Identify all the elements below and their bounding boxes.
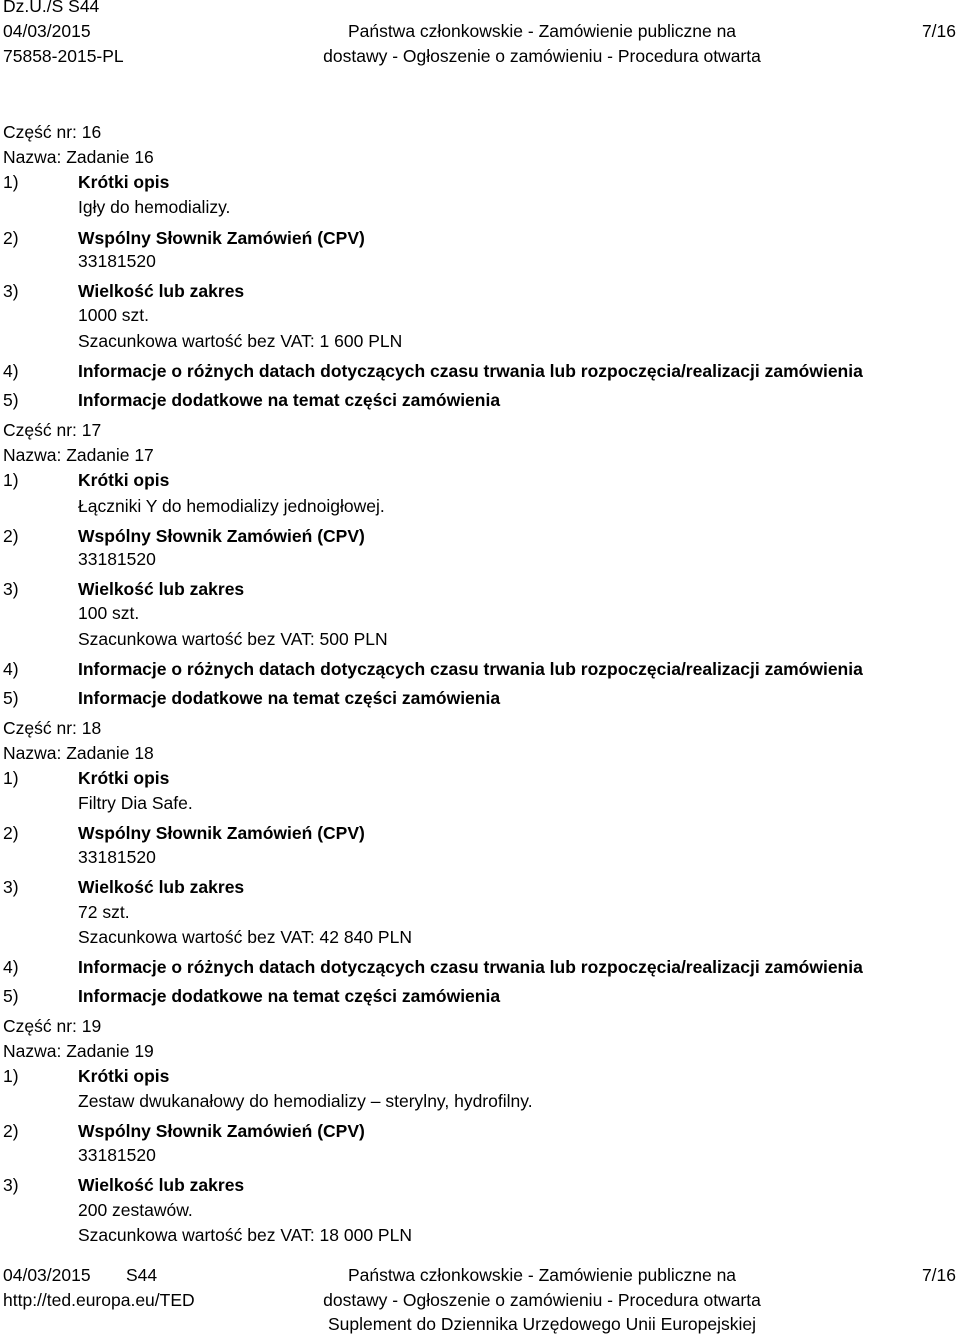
section-number: 5) [3,390,19,410]
part-name: Nazwa: Zadanie 17 [3,445,154,465]
quantity-text: 100 szt. [78,603,140,623]
short-description-text: Zestaw dwukanałowy do hemodializy – sterylny, hydrofilny. [78,1091,533,1111]
short-description-text: Igły do hemodializy. [78,197,231,217]
dates-info-heading: Informacje o różnych datach dotyczących czasu trwania lub rozpoczęcia/realizacji zamówienia [78,957,863,977]
short-description-text: Łączniki Y do hemodializy jednoigłowej. [78,496,385,516]
footer-url[interactable]: http://ted.europa.eu/TED [3,1290,195,1310]
estimated-value: Szacunkowa wartość bez VAT: 18 000 PLN [78,1225,412,1245]
section-number: 1) [3,172,19,192]
dates-info-heading: Informacje o różnych datach dotyczących czasu trwania lub rozpoczęcia/realizacji zamówienia [78,659,863,679]
footer-title-line1: Państwa członkowskie - Zamówienie publiczne na [347,1265,737,1285]
section-number: 4) [3,957,19,977]
part-number: Część nr: 16 [3,122,102,142]
cpv-code: 33181520 [78,1145,156,1165]
section-number: 5) [3,986,19,1006]
quantity-text: 1000 szt. [78,305,150,325]
section-number: 1) [3,768,19,788]
footer-date: 04/03/2015 [3,1265,91,1285]
short-description-heading: Krótki opis [78,470,170,490]
short-description-heading: Krótki opis [78,172,170,192]
quantity-heading: Wielkość lub zakres [78,281,245,301]
quantity-heading: Wielkość lub zakres [78,877,245,897]
quantity-text: 200 zestawów. [78,1200,193,1220]
section-number: 2) [3,1121,19,1141]
section-number: 4) [3,361,19,381]
section-number: 1) [3,470,19,490]
cpv-heading: Wspólny Słownik Zamówień (CPV) [78,228,365,248]
section-number: 3) [3,877,19,897]
cpv-code: 33181520 [78,549,156,569]
section-number: 3) [3,1175,19,1195]
cpv-heading: Wspólny Słownik Zamówień (CPV) [78,1121,365,1141]
footer-page-number: 7/16 [921,1265,956,1285]
header-journal: Dz.U./S S44 [3,0,100,16]
section-number: 5) [3,688,19,708]
section-number: 2) [3,228,19,248]
estimated-value: Szacunkowa wartość bez VAT: 500 PLN [78,629,388,649]
dates-info-heading: Informacje o różnych datach dotyczących czasu trwania lub rozpoczęcia/realizacji zamówienia [78,361,863,381]
part-number: Część nr: 17 [3,420,102,440]
footer-supplement: Suplement do Dziennika Urzędowego Unii Europejskiej [327,1314,756,1334]
footer-series: S44 [126,1265,158,1285]
section-number: 1) [3,1066,19,1086]
quantity-heading: Wielkość lub zakres [78,1175,245,1195]
part-name: Nazwa: Zadanie 16 [3,147,154,167]
section-number: 4) [3,659,19,679]
short-description-text: Filtry Dia Safe. [78,793,193,813]
short-description-heading: Krótki opis [78,768,170,788]
cpv-heading: Wspólny Słownik Zamówień (CPV) [78,823,365,843]
part-number: Część nr: 19 [3,1016,102,1036]
cpv-code: 33181520 [78,251,156,271]
header-doc-id: 75858-2015-PL [3,46,124,66]
part-name: Nazwa: Zadanie 18 [3,743,154,763]
estimated-value: Szacunkowa wartość bez VAT: 42 840 PLN [78,927,412,947]
section-number: 2) [3,526,19,546]
header-title-line1: Państwa członkowskie - Zamówienie publiczne na [347,21,737,41]
header-page-number: 7/16 [921,21,956,41]
cpv-heading: Wspólny Słownik Zamówień (CPV) [78,526,365,546]
cpv-code: 33181520 [78,847,156,867]
estimated-value: Szacunkowa wartość bez VAT: 1 600 PLN [78,331,403,351]
additional-info-heading: Informacje dodatkowe na temat części zamówienia [78,390,501,410]
additional-info-heading: Informacje dodatkowe na temat części zamówienia [78,986,501,1006]
part-number: Część nr: 18 [3,718,102,738]
section-number: 2) [3,823,19,843]
header-title-line2: dostawy - Ogłoszenie o zamówieniu - Procedura otwarta [323,46,761,66]
section-number: 3) [3,281,19,301]
footer-title-line2: dostawy - Ogłoszenie o zamówieniu - Procedura otwarta [323,1290,761,1310]
part-name: Nazwa: Zadanie 19 [3,1041,154,1061]
quantity-text: 72 szt. [78,902,130,922]
short-description-heading: Krótki opis [78,1066,170,1086]
quantity-heading: Wielkość lub zakres [78,579,245,599]
section-number: 3) [3,579,19,599]
additional-info-heading: Informacje dodatkowe na temat części zamówienia [78,688,501,708]
header-date: 04/03/2015 [3,21,91,41]
